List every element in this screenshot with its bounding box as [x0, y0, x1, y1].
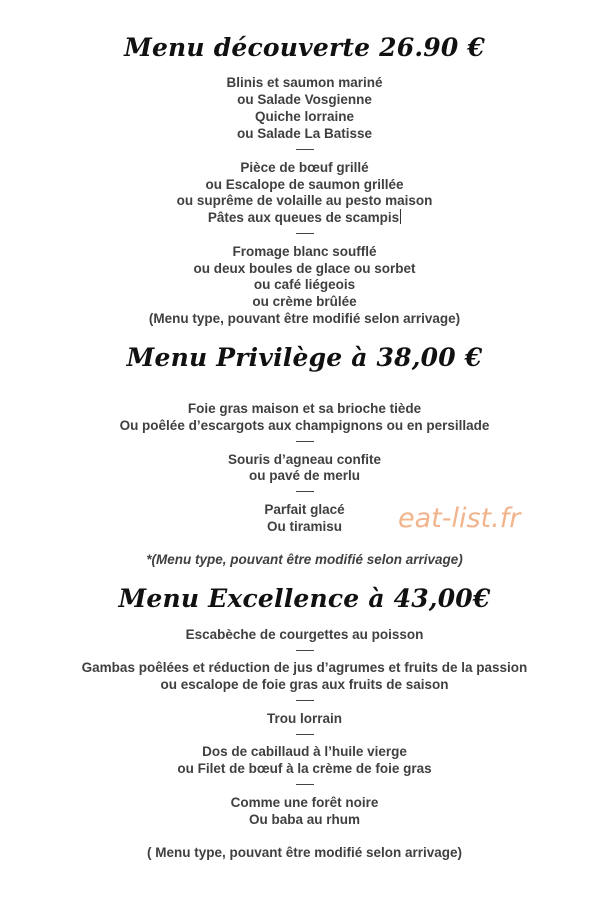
- watermark-logo: eat-list.fr: [398, 503, 521, 534]
- menu-item: Trou lorrain: [266, 711, 342, 726]
- menu-item: Quiche lorraine: [254, 109, 355, 124]
- menu-item: ou Escalope de saumon grillée: [205, 177, 404, 192]
- menu-note: *(Menu type, pouvant être modifié selon arrivage): [146, 552, 463, 567]
- course-separator: [296, 784, 314, 785]
- menu-note: (Menu type, pouvant être modifié selon arrivage): [148, 311, 461, 326]
- menu-item: Souris d’agneau confite: [227, 452, 382, 467]
- menu-item: ou café liégeois: [253, 277, 356, 292]
- menu-item-with-cursor: [0, 209, 609, 226]
- menu-item: Ou baba au rhum: [248, 812, 360, 827]
- menu-note: ( Menu type, pouvant être modifié selon arrivage): [146, 845, 463, 860]
- text-cursor: [400, 209, 401, 224]
- course-separator: [296, 491, 314, 492]
- course-separator: [296, 734, 314, 735]
- menu-item-text: Pâtes aux queues de scampis: [207, 210, 400, 225]
- menu-item: ou Salade La Batisse: [236, 126, 373, 141]
- menu-item: Parfait glacé: [264, 502, 345, 517]
- menu-item: ou pavé de merlu: [248, 468, 361, 483]
- menu-item: Dos de cabillaud à l’huile vierge: [202, 744, 407, 759]
- course-separator: [296, 149, 314, 150]
- menu-item: ou Filet de bœuf à la crème de foie gras: [177, 761, 432, 776]
- menu-item: Pièce de bœuf grillé: [240, 160, 369, 175]
- menu-decouverte-title: Menu découverte 26.90 €: [124, 33, 485, 62]
- menu-item: Foie gras maison et sa brioche tiède: [187, 401, 422, 416]
- menu-item: ou suprême de volaille au pesto maison: [176, 193, 433, 208]
- menu-item: ou crème brûlée: [252, 294, 357, 309]
- menu-item: Ou poêlée d’escargots aux champignons ou en persillade: [119, 418, 490, 433]
- menu-item: Blinis et saumon mariné: [226, 75, 383, 90]
- menu-excellence-title: Menu Excellence à 43,00€: [118, 584, 491, 613]
- course-separator: [296, 441, 314, 442]
- course-separator: [296, 233, 314, 234]
- menu-item: Gambas poêlées et réduction de jus d’agrumes et fruits de la passion: [81, 660, 528, 675]
- menu-item: Fromage blanc soufflé: [232, 244, 377, 259]
- menu-privilege-title: Menu Privilège à 38,00 €: [126, 343, 483, 372]
- menu-item: ou Salade Vosgienne: [237, 92, 372, 107]
- menu-item: ou escalope de foie gras aux fruits de saison: [160, 677, 449, 692]
- menu-item: Ou tiramisu: [266, 519, 342, 534]
- course-separator: [296, 650, 314, 651]
- course-separator: [296, 700, 314, 701]
- menu-item: Comme une forêt noire: [230, 795, 379, 810]
- menu-item: ou deux boules de glace ou sorbet: [193, 261, 416, 276]
- menu-item: Escabèche de courgettes au poisson: [185, 627, 424, 642]
